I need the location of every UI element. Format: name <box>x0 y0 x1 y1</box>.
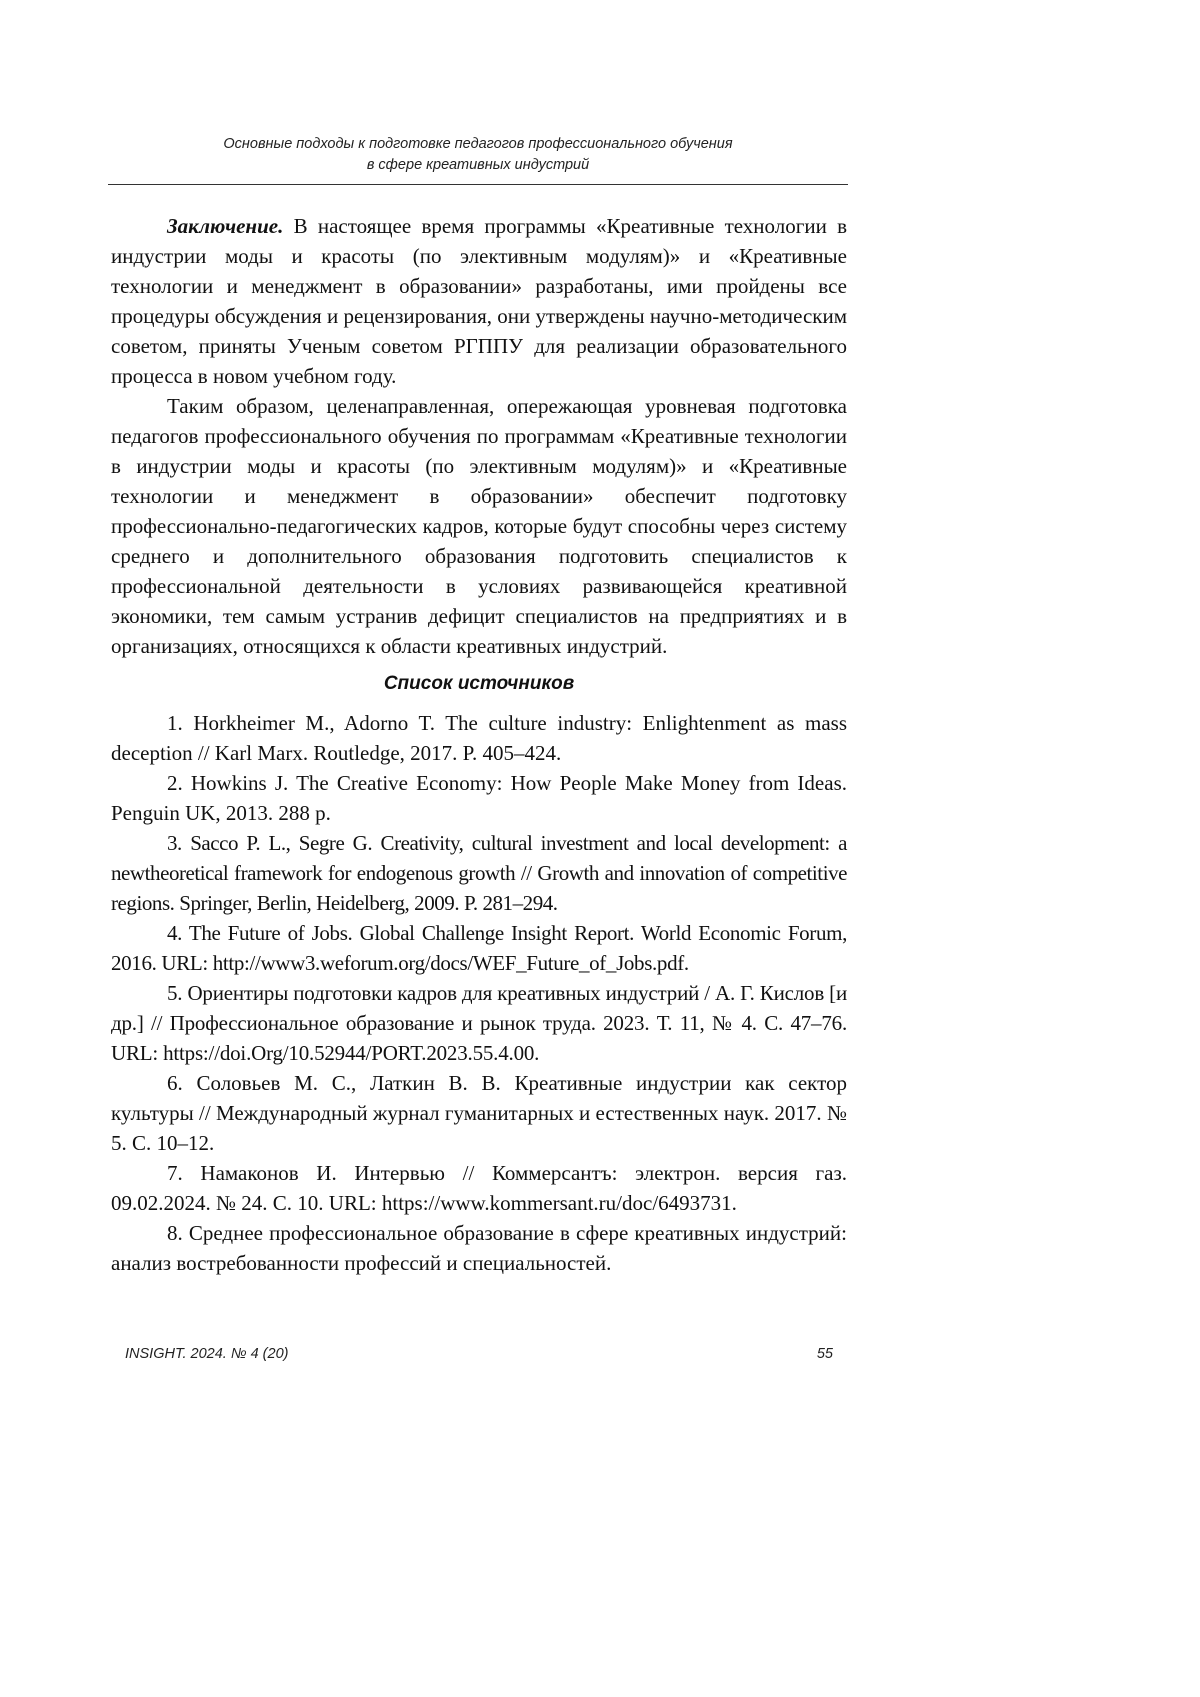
reference-item-7: 7. Намаконов И. Интервью // Коммерсантъ: электрон. версия газ. 09.02.2024. № 24. С. 10. URL: https://www.kommersant.ru/doc/6493731. <box>111 1161 847 1215</box>
running-header-line-1: Основные подходы к подготовке педагогов профессионального обучения <box>223 136 733 152</box>
reference-item-5: 5. Ориентиры подготовки кадров для креативных индустрий / А. Г. Кислов [и др.] // Профессиональное образование и рынок труда. 2023. Т. 11, № 4. С. 47–76. URL: https://doi.Org/10.52944/PORT.2023.55.4.00. <box>111 981 847 1065</box>
conclusion-text: В настоящее время программы «Креативные технологии в индустрии моды и красоты (по элективным модулям)» и «Креативные технологии и менеджмент в образовании» разработаны, ими пройдены все процедуры обсуждения и рецензирования, они утверждены научно-методическим советом, приняты Ученым советом РГППУ для реализации образовательного процесса в новом учебном году. <box>111 214 847 388</box>
reference-item-8: 8. Среднее профессиональное образование в сфере креативных индустрий: анализ востребованности профессий и специальностей. <box>111 1221 847 1275</box>
conclusion-lead: Заключение. <box>167 214 284 238</box>
reference-item-3: 3. Sacco P. L., Segre G. Creativity, cultural investment and local development: a newtheoretical framework for endogenous growth // Growth and innovation of competitive regions. Springer, Berlin, Heidelberg, 2009. P. 281–294. <box>111 831 847 915</box>
header-rule <box>108 184 848 185</box>
journal-issue: INSIGHT. 2024. № 4 (20) <box>125 1346 289 1362</box>
running-header <box>108 134 848 176</box>
summary-paragraph: Таким образом, целенаправленная, опережающая уровневая подготовка педагогов профессионального обучения по программам «Креативные технологии в индустрии моды и красоты (по элективным модулям)» и «Креативные технологии и менеджмент в образовании» обеспечит подготовку профессионально-педагогических кадров, которые будут способны через систему среднего и дополнительного образования подготовить специалистов к профессиональной деятельности в условиях развивающейся креативной экономики, тем самым устранив дефицит специалистов на предприятиях и в организациях, относящихся к области креативных индустрий. <box>111 394 847 658</box>
conclusion-paragraph <box>111 211 847 391</box>
page-number: 55 <box>816 1346 833 1362</box>
running-header-line-2: в сфере креативных индустрий <box>366 157 590 173</box>
reference-list <box>111 708 847 1278</box>
reference-item-1: 1. Horkheimer M., Adorno T. The culture industry: Enlightenment as mass deception // Karl Marx. Routledge, 2017. P. 405–424. <box>111 711 847 765</box>
article-body <box>111 211 847 1278</box>
reference-item-4: 4. The Future of Jobs. Global Challenge Insight Report. World Economic Forum, 2016. URL: http://www3.weforum.org/docs/WEF_Future_of_Jobs.pdf. <box>111 921 847 975</box>
reference-item-2: 2. Howkins J. The Creative Economy: How People Make Money from Ideas. Penguin UK, 2013. 288 p. <box>111 771 847 825</box>
reference-item-6: 6. Соловьев М. С., Латкин В. В. Креативные индустрии как сектор культуры // Международный журнал гуманитарных и естественных наук. 2017. № 5. С. 10–12. <box>111 1071 847 1155</box>
references-title: Список источников <box>383 673 575 694</box>
